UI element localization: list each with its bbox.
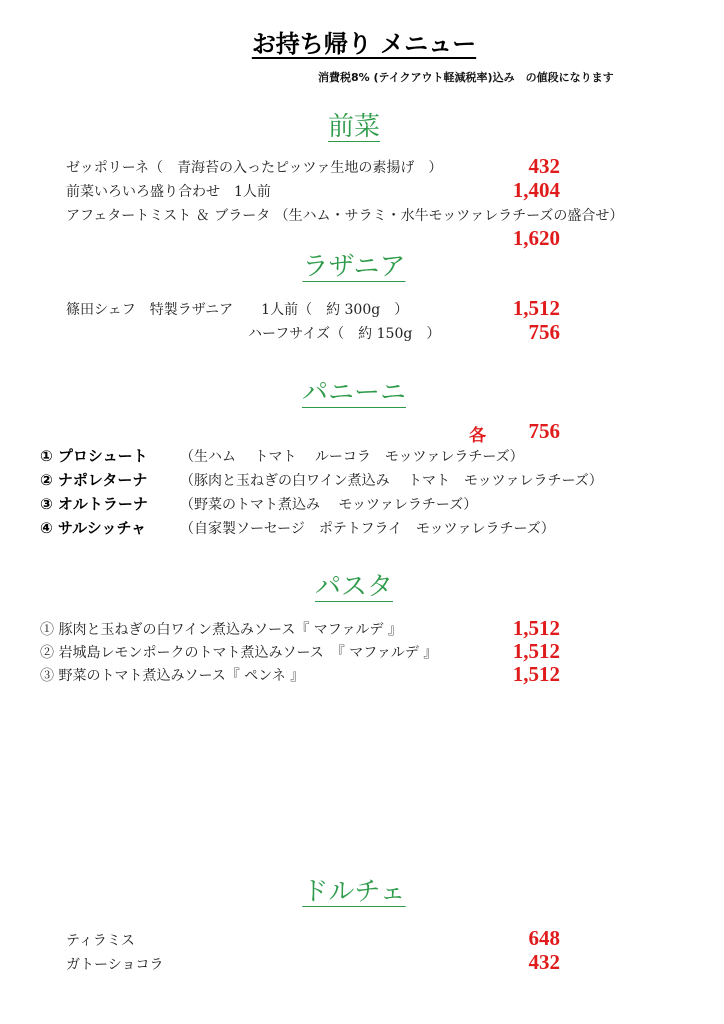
section-heading-lasagna: ラザニア (302, 252, 406, 282)
panini-item-name: ③ オルトラーナ (40, 495, 148, 513)
antipasti-item-name: 前菜いろいろ盛り合わせ 1人前 (66, 184, 271, 200)
pasta-item-name: ① 豚肉と玉ねぎの白ワイン煮込みソース『 マファルデ 』 (40, 622, 402, 638)
panini-item-desc: （生ハム トマト ルーコラ モッツァレラチーズ） (180, 449, 524, 465)
section-heading-panini: パニーニ (301, 378, 406, 408)
panini-item-name: ② ナポレターナ (40, 471, 148, 489)
dolce-item-price: 648 (528, 926, 560, 950)
antipasti-item-name: アフェタートミスト ＆ ブラータ （生ハム・サラミ・水牛モッツァレラチーズの盛合せ） (66, 208, 624, 224)
panini-each-price: 756 (528, 419, 560, 443)
dolce-item-price: 432 (528, 950, 560, 974)
panini-item-name: ① プロシュート (40, 447, 148, 465)
section-heading-antipasti: 前菜 (327, 112, 380, 142)
antipasti-item-price: 1,620 (512, 226, 560, 250)
lasagna-item-price: 756 (528, 320, 560, 344)
each-label: 各 (469, 426, 486, 446)
pasta-item-name: ② 岩城島レモンポークのトマト煮込みソース 『 マファルデ 』 (40, 645, 438, 661)
dolce-item-name: ガトーショコラ (66, 957, 164, 973)
pasta-item-price: 1,512 (512, 639, 560, 663)
panini-item-name: ④ サルシッチャ (40, 519, 147, 537)
lasagna-item-name: ハーフサイズ（ 約 150g ） (248, 326, 441, 342)
lasagna-item-price: 1,512 (512, 296, 560, 320)
section-heading-dolce: ドルチェ (302, 877, 406, 907)
page-title: お持ち帰り メニュー (251, 30, 477, 58)
pasta-item-price: 1,512 (512, 616, 560, 640)
section-heading-pasta: パスタ (314, 572, 393, 602)
antipasti-item-price: 432 (528, 154, 560, 178)
pasta-item-name: ③ 野菜のトマト煮込みソース『 ペンネ 』 (40, 668, 305, 684)
antipasti-item-name: ゼッポリーネ（ 青海苔の入ったピッツァ生地の素揚げ ） (66, 160, 443, 176)
antipasti-item-price: 1,404 (512, 178, 560, 202)
pasta-item-price: 1,512 (512, 662, 560, 686)
lasagna-item-name: 篠田シェフ 特製ラザニア 1人前（ 約 300g ） (66, 302, 409, 318)
panini-item-desc: （自家製ソーセージ ポテトフライ モッツァレラチーズ） (180, 521, 555, 537)
dolce-item-name: ティラミス (66, 933, 135, 949)
panini-item-desc: （豚肉と玉ねぎの白ワイン煮込み トマト モッツァレラチーズ） (180, 473, 603, 489)
panini-item-desc: （野菜のトマト煮込み モッツァレラチーズ） (180, 497, 478, 513)
tax-note: 消費税8% (テイクアウト軽減税率)込み の値段になります (318, 71, 614, 84)
